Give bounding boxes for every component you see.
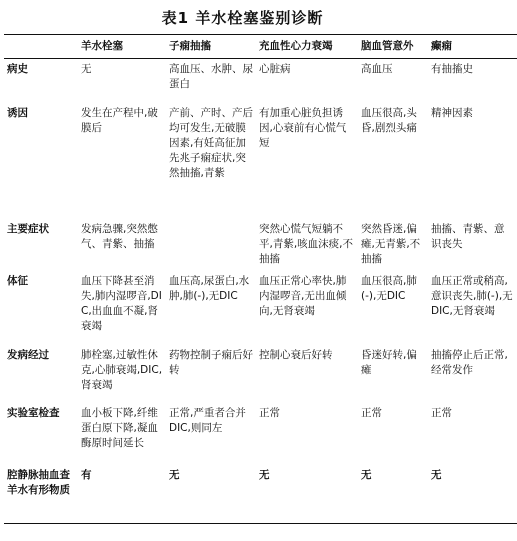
table-cell: 血压很高,头昏,剧烈头痛 (361, 107, 417, 134)
table-cell: 血小板下降,纤维蛋白原下降,凝血酶原时间延长 (81, 407, 158, 449)
differential-diagnosis-table (4, 34, 517, 524)
table-cell: 血压高,尿蛋白,水肿,肺(-),无DIC (169, 275, 250, 302)
table-cell: 有抽搐史 (431, 63, 473, 75)
table-cell: 突然心慌气短躺不平,青紫,咳血沫痰,不抽搐 (259, 223, 354, 265)
table-cell: 血压正常心率快,肺内湿啰音,无出血倾向,无肾衰竭 (259, 275, 347, 317)
table-cell: 无 (81, 63, 92, 75)
table-row (4, 271, 517, 345)
table-cell: 血压下降甚至消失,肺内湿啰音,DIC,出血血不凝,肾衰竭 (81, 275, 162, 332)
header-cell: 脑血管意外 (361, 40, 414, 52)
table-cell: 无 (361, 469, 372, 481)
table-row (4, 345, 517, 403)
table-cell: 发生在产程中,破膜后 (81, 107, 158, 134)
table-cell: 控制心衰后好转 (259, 349, 333, 361)
table-cell: 药物控制子痫后好转 (169, 349, 253, 376)
table-cell: 有加重心脏负担诱因,心衰前有心慌气短 (259, 107, 347, 149)
table-row (4, 103, 517, 219)
table-row (4, 465, 517, 524)
row-label: 腔静脉抽血查羊水有形物质 (7, 469, 70, 496)
table-cell: 心脏病 (259, 63, 291, 75)
header-cell: 癫痫 (431, 40, 452, 52)
table-header-row (4, 35, 517, 59)
table-cell: 血压正常或稍高,意识丧失,肺(-),无DIC,无肾衰竭 (431, 275, 513, 317)
table-cell: 有 (81, 469, 92, 481)
table-cell: 精神因素 (431, 107, 473, 119)
table-cell: 无 (169, 469, 180, 481)
header-cell: 羊水栓塞 (81, 40, 123, 52)
row-label: 诱因 (7, 107, 28, 119)
row-label: 病史 (7, 63, 28, 75)
table-cell (166, 219, 256, 271)
table-cell: 肺栓塞,过敏性休克,心肺衰竭,DIC,肾衰竭 (81, 349, 163, 391)
table-cell: 产前、产时、产后均可发生,无破膜因素,有妊高征加先兆子痫症状,突然抽搐,青紫 (169, 107, 253, 179)
table-cell: 高血压 (361, 63, 393, 75)
table-row (4, 403, 517, 465)
table-cell: 血压很高,肺(-),无DIC (361, 275, 417, 302)
table-row (4, 219, 517, 271)
table-cell: 抽搐、青紫、意识丧失 (431, 223, 505, 250)
row-label: 体征 (7, 275, 28, 287)
table-cell: 高血压、水肿、尿蛋白 (169, 63, 253, 90)
row-label: 实验室检查 (7, 407, 60, 419)
row-label: 发病经过 (7, 349, 49, 361)
table-cell: 无 (431, 469, 442, 481)
table-cell: 正常 (361, 407, 382, 419)
table-cell: 突然昏迷,偏瘫,无青紫,不抽搐 (361, 223, 421, 265)
table-cell: 发病急骤,突然憋气、青紫、抽搐 (81, 223, 158, 250)
table-cell: 正常 (431, 407, 452, 419)
table-row (4, 59, 517, 104)
table-cell: 抽搐停止后正常,经常发作 (431, 349, 508, 376)
header-cell: 子痫抽搐 (169, 40, 211, 52)
table-cell: 昏迷好转,偏瘫 (361, 349, 417, 376)
header-cell (4, 35, 78, 59)
row-label: 主要症状 (7, 223, 49, 235)
table-cell: 无 (259, 469, 270, 481)
table-cell: 正常,严重者合并DIC,则同左 (169, 407, 246, 434)
header-cell: 充血性心力衰竭 (259, 40, 333, 52)
table-cell: 正常 (259, 407, 280, 419)
table-title: 表1 羊水栓塞鉴别诊断 (161, 9, 324, 27)
